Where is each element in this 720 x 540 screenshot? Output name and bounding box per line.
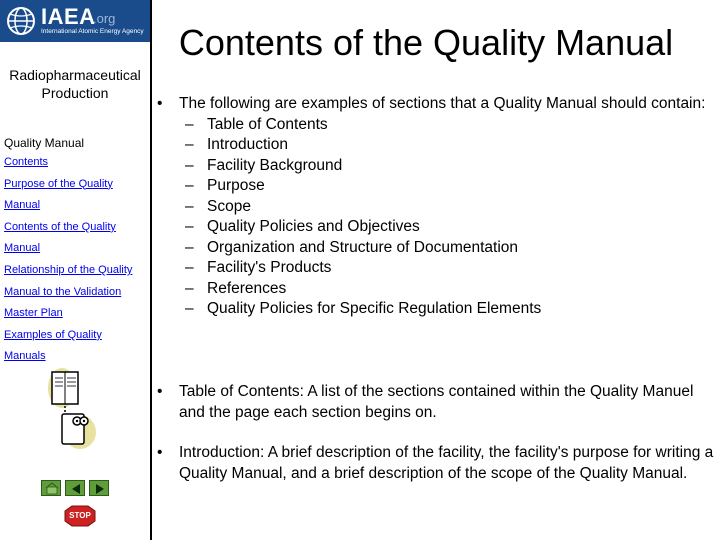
stop-button[interactable]	[64, 505, 96, 527]
forward-button[interactable]	[89, 480, 109, 496]
nav-link-contents[interactable]: Contents	[4, 156, 49, 168]
back-button[interactable]	[65, 480, 85, 496]
bullet-dot: •	[157, 383, 163, 400]
intro-bullet	[155, 94, 715, 115]
navigation-buttons	[41, 480, 109, 496]
toc-description-text: Table of Contents: A list of the sections contained within the Quality Manuel and the page each section begins on.	[179, 383, 694, 421]
globe-icon	[4, 4, 38, 38]
section-item-text: References	[207, 279, 287, 297]
section-item: – Scope	[185, 197, 251, 215]
nav-link-contents-of-quality[interactable]: Contents of the Quality	[4, 220, 116, 233]
section-item: – Quality Policies and Objectives	[185, 218, 420, 235]
intro-text: The following are examples of sections that a Quality Manual should contain:	[179, 95, 706, 112]
section-item-text: Organization and Structure of Documentation	[207, 238, 519, 256]
section-item-text: Purpose	[207, 177, 265, 194]
section-item-text: Table of Contents	[207, 115, 328, 133]
iaea-logo	[0, 0, 150, 42]
section-item: – Facility Background	[185, 156, 343, 174]
section-item: – Facility's Products	[185, 259, 332, 276]
section-item: – Purpose	[185, 177, 265, 194]
section-item-text: Scope	[207, 197, 251, 215]
nav-link-purpose-cont[interactable]: Manual	[4, 199, 41, 212]
section-item-text: Facility Background	[207, 156, 343, 174]
toc-description-bullet	[155, 382, 715, 423]
section-item: – References	[185, 279, 287, 297]
arrow-right-icon	[90, 481, 110, 497]
section-item-text: Facility's Products	[207, 259, 332, 276]
nav-link-purpose[interactable]: Purpose of the Quality	[4, 177, 113, 190]
logo-domain: .org	[93, 11, 116, 26]
nav-link-relationship[interactable]: Relationship of the Quality	[4, 263, 133, 276]
nav-link-contents-of-quality-cont[interactable]: Manual	[4, 242, 41, 255]
nav-list	[4, 152, 154, 368]
nav-link-relationship-cont2[interactable]: Master Plan	[4, 307, 63, 320]
section-item-text: Quality Policies and Objectives	[207, 218, 420, 235]
section-item: – Table of Contents	[185, 115, 328, 133]
section-item-text: Introduction	[207, 136, 288, 153]
main-content	[155, 94, 715, 320]
stop-label: STOP	[69, 511, 91, 520]
nav-link-examples[interactable]: Examples of Quality	[4, 328, 102, 341]
nav-link-examples-cont[interactable]: Manuals	[4, 350, 46, 363]
page-title: Contents of the Quality Manual	[178, 22, 674, 63]
logo-subtitle: International Atomic Energy Agency	[41, 28, 144, 35]
section-item: – Introduction	[185, 136, 288, 153]
bullet-dot: •	[157, 95, 163, 112]
bullet-dot: •	[157, 444, 163, 461]
section-item: – Quality Policies for Specific Regulation Elements	[185, 300, 542, 317]
sidebar	[0, 0, 152, 540]
home-icon	[42, 481, 62, 497]
nav-heading: Quality Manual	[4, 136, 85, 150]
section-item-text: Quality Policies for Specific Regulation Elements	[207, 300, 542, 317]
arrow-left-icon	[66, 481, 86, 497]
intro-description-bullet	[155, 443, 715, 484]
home-button[interactable]	[41, 480, 61, 496]
intro-description-text: Introduction: A brief description of the facility, the facility's purpose for writing a Quality Manual, and a brief description of the scope of the Quality Manual.	[179, 444, 714, 482]
nav-link-relationship-cont[interactable]: Manual to the Validation	[4, 285, 122, 298]
section-item: – Organization and Structure of Documentation	[185, 238, 519, 256]
section-title: Radiopharmaceutical Production	[9, 67, 141, 101]
manual-reader-icon	[46, 366, 98, 450]
logo-name: IAEA	[41, 4, 96, 29]
